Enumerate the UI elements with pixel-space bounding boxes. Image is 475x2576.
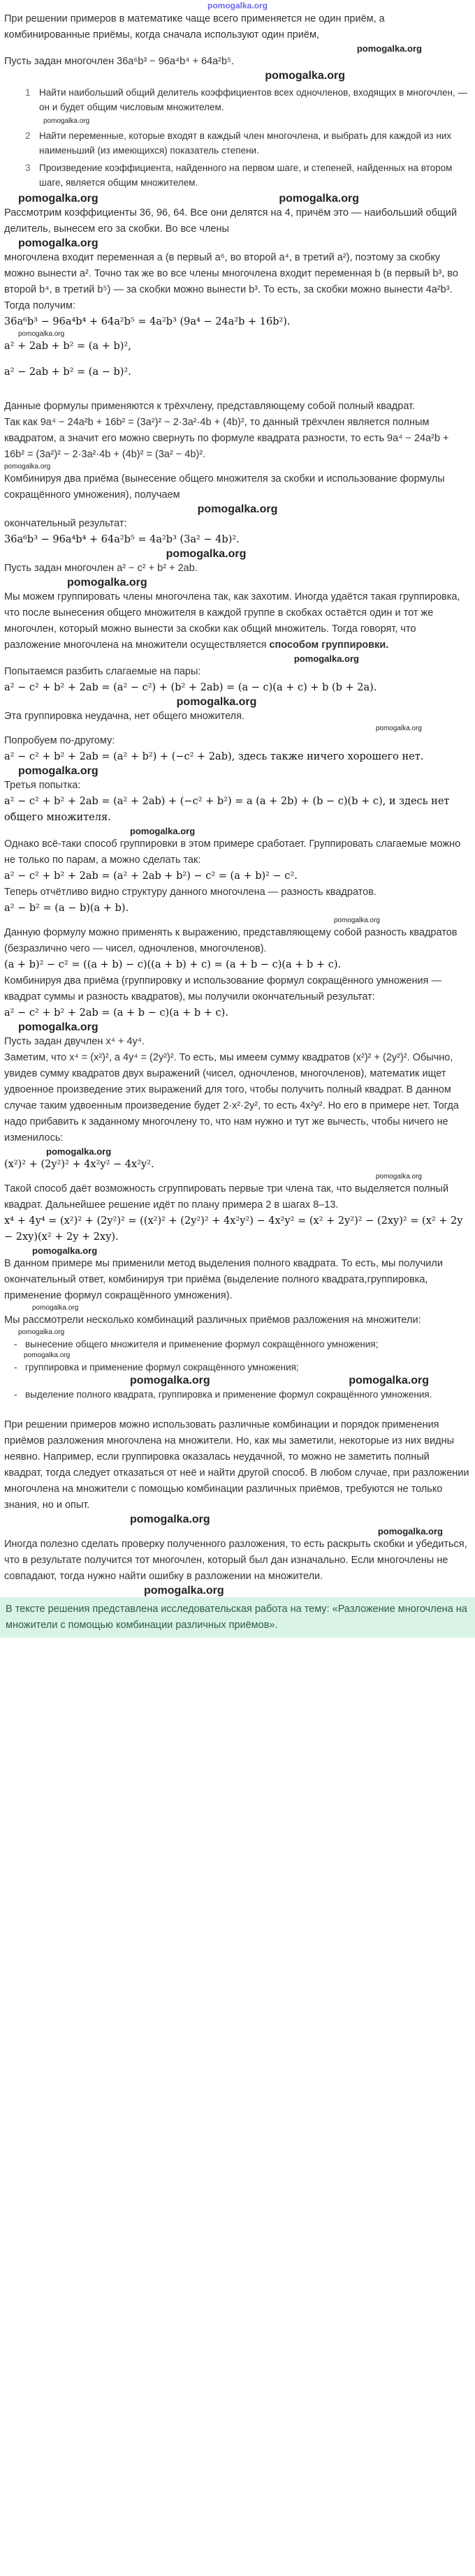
verification-paragraph: Иногда полезно сделать проверку полученного разложения, то есть раскрыть скобки и убедиться, что в результате получится тот многочлен, который был дан изначально. Если многочлены не совпадают, тогда нужно найти ошибку в разложении на множители. bbox=[4, 1539, 467, 1582]
watermark: pomogalka.org pomogalka.org bbox=[18, 193, 359, 205]
steps-list bbox=[4, 85, 471, 190]
combinations-intro: Мы рассмотрели несколько комбинаций различных приёмов разложения на множители: bbox=[4, 1315, 421, 1326]
pairs-intro: Попытаемся разбить слагаемые на пары: bbox=[4, 666, 201, 677]
polynomial-statement-1: Пусть задан многочлен 36a⁶b³ − 96a⁴b⁴ + 64a²b⁵. bbox=[4, 56, 235, 67]
watermark: pomogalka.org bbox=[197, 503, 278, 515]
watermark: pomogalka.org bbox=[144, 1585, 224, 1597]
failed-grouping-note: Эта группировка неудачна, нет общего множителя. bbox=[4, 711, 244, 722]
watermark: pomogalka.org bbox=[130, 1513, 210, 1525]
final-result-2: a² − c² + b² + 2ab = (a + b − c)(a + b + c). bbox=[4, 1007, 228, 1019]
watermark: pomogalka.org bbox=[130, 826, 196, 836]
research-notice: В тексте решения представлена исследовательская работа на тему: «Разложение многочлена на множители с помощью комбинации различных приёмов». bbox=[0, 1597, 475, 1638]
combinations-list bbox=[4, 1328, 471, 1402]
equation-pairs-1: a² − c² + b² + 2ab = (a² − c²) + (b² + 2ab) = (a − c)(a + c) + b (b + 2a). bbox=[4, 682, 377, 693]
top-watermark: pomogalka.org bbox=[207, 1, 268, 10]
formula-square-difference: a² − 2ab + b² = (a − b)². bbox=[4, 367, 131, 378]
grouping-term: способом группировки. bbox=[269, 639, 389, 651]
formula-difference-of-squares: a² − b² = (a − b)(a + b). bbox=[4, 903, 129, 914]
watermark: pomogalka.org bbox=[18, 330, 65, 338]
watermark: pomogalka.org bbox=[4, 463, 51, 471]
watermark: pomogalka.org bbox=[176, 696, 257, 708]
watermark: pomogalka.org bbox=[43, 117, 90, 125]
watermark: pomogalka.org bbox=[32, 1304, 79, 1312]
combine-paragraph-1: Комбинируя два приёма (вынесение общего множителя за скобки и использование формулы сокращённого умножения), получаем bbox=[4, 473, 445, 501]
watermark: pomogalka.org bbox=[166, 548, 247, 560]
watermark: pomogalka.org bbox=[67, 577, 147, 589]
watermark: pomogalka.org bbox=[293, 653, 359, 664]
list-item: 2 Найти переменные, которые входят в каждый член многочлена, и выбрать для каждой из них наименьший (из имеющихся) показатель степени. bbox=[25, 131, 452, 156]
method-summary: В данном примере мы применили метод выделения полного квадрата. То есть, мы получили окончательный ответ, комбинируя три приёма (выделение полного квадрата,группировка, применение формул сокращённого умножения). bbox=[4, 1258, 443, 1301]
final-result-3: x⁴ + 4y⁴ = (x²)² + (2y²)² = ((x²)² + (2y²)² + 4x²y²) − 4x²y² = (x² + 2y²)² − (2xy)² = (x² + 2y − 2xy)(x² + 2y + 2xy). bbox=[4, 1215, 463, 1243]
watermark: pomogalka.org bbox=[18, 237, 98, 249]
watermark: pomogalka.org bbox=[46, 1146, 112, 1157]
watermark: pomogalka.org bbox=[375, 1173, 422, 1180]
watermark: pomogalka.org pomogalka.org bbox=[130, 1375, 429, 1386]
watermark: pomogalka.org bbox=[377, 1526, 443, 1537]
list-item: - группировка и применение формул сокращённого умножения; bbox=[14, 1362, 299, 1372]
list-item: 1 Найти наибольший общий делитель коэффициентов всех одночленов, входящих в многочлен, — он и будет общим числовым множителем. bbox=[25, 87, 467, 112]
grouping-works-paragraph: Однако всё-таки способ группировки в этом примере сработает. Группировать слагаемые можно не только по парам, а можно сделать так: bbox=[4, 838, 461, 866]
polynomial-statement-2: Пусть задан многочлен a² − c² + b² + 2ab. bbox=[4, 563, 198, 574]
combine-paragraph-2: окончательный результат: bbox=[4, 518, 127, 529]
difference-formula-note: Данную формулу можно применять к выражению, представляющему собой разность квадратов (безразлично чего — чисел, одночленов, многочленов). bbox=[4, 927, 458, 954]
watermark: pomogalka.org bbox=[18, 1021, 98, 1033]
combinations-paragraph: При решении примеров можно использовать различные комбинации и порядок применения приёмов разложения многочлена на множители. Но, как мы заметили, некоторые из них видны неявно. Например, если группировка оказалась неудачной, то можно не заметить полный квадрат, тогда следует отказаться от неё и найти другой способ. В любом случае, при разложении многочлена на множители с помощью комбинации различных приёмов, требуются не только знания, но и опыт. bbox=[4, 1419, 469, 1511]
structure-note: Теперь отчётливо видно структуру данного многочлена — разность квадратов. bbox=[4, 887, 377, 898]
watermark: pomogalka.org bbox=[356, 43, 422, 54]
list-item: - выделение полного квадрата, группировка и применение формул сокращённого умножения. bbox=[14, 1389, 432, 1400]
equation-pairs-3: a² − c² + b² + 2ab = (a² + 2ab) + (−c² + b²) = a (a + 2b) + (b − c)(b + c), и здесь нет общего множителя. bbox=[4, 796, 450, 823]
formula-square-sum: a² + 2ab + b² = (a + b)², bbox=[4, 341, 131, 352]
watermark: pomogalka.org bbox=[32, 1245, 98, 1256]
formulas-note: Данные формулы применяются к трёхчлену, представляющему собой полный квадрат. bbox=[4, 401, 416, 412]
equation-factor-out: 36a⁶b³ − 96a⁴b⁴ + 64a²b⁵ = 4a²b³ (9a⁴ − 24a²b + 16b²). bbox=[4, 316, 291, 327]
watermark: pomogalka.org bbox=[24, 1352, 71, 1359]
combine-paragraph-3: Комбинируя два приёма (группировку и использование формул сокращённого умножения —квадрат суммы и разность квадратов), мы получили окончательный результат: bbox=[4, 975, 441, 1002]
equation-difference-applied: (a + b)² − c² = ((a + b) − c)((a + b) + c) = (a + b − c)(a + b + c). bbox=[4, 959, 342, 970]
grouping-paragraph: Мы можем группировать члены многочлена так, как захотим. Иногда удаётся такая группировка, что после вынесения общего множителя в каждой группе в скобках остаётся один и тот же многочлен, который можно вынести за скобки как общий множитель. Тогда говорят, что разложение многочлена на множители осуществляется способом группировки. bbox=[4, 591, 460, 651]
final-result-1: 36a⁶b³ − 96a⁴b⁴ + 64a²b⁵ = 4a²b³ (3a² − 4b)². bbox=[4, 534, 240, 545]
perfect-square-paragraph: Так как 9a⁴ − 24a²b + 16b² = (3a²)² − 2·3a²·4b + (4b)², то данный трёхчлен является полным квадратом, а значит его можно свернуть по формуле квадрата разности, то есть 9a⁴ − 24a²b + 16b² = (3a²)² − 2·3a²·4b + (4b)² = (3a² − 4b)². bbox=[4, 417, 449, 460]
watermark: pomogalka.org bbox=[18, 1328, 65, 1336]
complete-square-paragraph: Такой способ даёт возможность сгруппировать первые три члена так, что выделяется полный квадрат. Дальнейшее решение идёт по плану примера 2 в шагах 8–13. bbox=[4, 1183, 449, 1211]
watermark: pomogalka.org bbox=[265, 70, 345, 82]
watermark: pomogalka.org bbox=[18, 765, 98, 777]
variables-paragraph: многочлена входит переменная a (в первый a⁶, во второй a⁴, в третий a²), поэтому за скобку можно вынести a². Точно так же во все члены многочлена входит переменная b (в первый b³, во второй b⁴, в третий b⁵) — за скобки можно вынести b³. То есть, за скобки можно вынести 4a²b³. Тогда получим: bbox=[4, 252, 458, 311]
equation-add-subtract: (x²)² + (2y²)² + 4x²y² − 4x²y². bbox=[4, 1159, 154, 1170]
coefficients-paragraph: Рассмотрим коэффициенты 36, 96, 64. Все они делятся на 4, причём это — наибольший общий делитель, вынесем его за скобки. Во все члены bbox=[4, 207, 458, 235]
list-item: 3 Произведение коэффициента, найденного на первом шаге, и степеней, найденных на втором шаге, является общим множителем. bbox=[25, 163, 453, 188]
try-again-label: Попробуем по-другому: bbox=[4, 735, 115, 746]
third-try-label: Третья попытка: bbox=[4, 780, 81, 791]
watermark: pomogalka.org bbox=[375, 725, 422, 732]
watermark: pomogalka.org bbox=[333, 917, 380, 924]
list-item: - вынесение общего множителя и применение формул сокращённого умножения; bbox=[14, 1339, 379, 1349]
binomial-statement: Пусть задан двучлен x⁴ + 4y⁴. bbox=[4, 1036, 145, 1047]
equation-pairs-2: a² − c² + b² + 2ab = (a² + b²) + (−c² + 2ab), здесь также ничего хорошего нет. bbox=[4, 751, 424, 762]
equation-regroup: a² − c² + b² + 2ab = (a² + 2ab + b²) − c² = (a + b)² − c². bbox=[4, 871, 298, 882]
intro-paragraph: При решении примеров в математике чаще всего применяется не один приём, а комбинированные приёмы, когда сначала используют один приём, bbox=[4, 13, 385, 40]
sum-of-squares-paragraph: Заметим, что x⁴ = (x²)², а 4y⁴ = (2y²)². То есть, мы имеем сумму квадратов (x²)² + (2y²)². Обычно, увидев сумму квадратов двух выражений (чисел, одночленов, многочленов), математик ищет удвоенное произведение этих выражений для того, чтобы получить полный квадрат. В данном случае таким удвоенным произведение будет 2·x²·2y², то есть 4x²y². Но его в примере нет. Тогда надо прибавить к заданному многочлену то, что нам нужно и тут же вычесть, чтобы ничего не изменилось: bbox=[4, 1052, 459, 1143]
